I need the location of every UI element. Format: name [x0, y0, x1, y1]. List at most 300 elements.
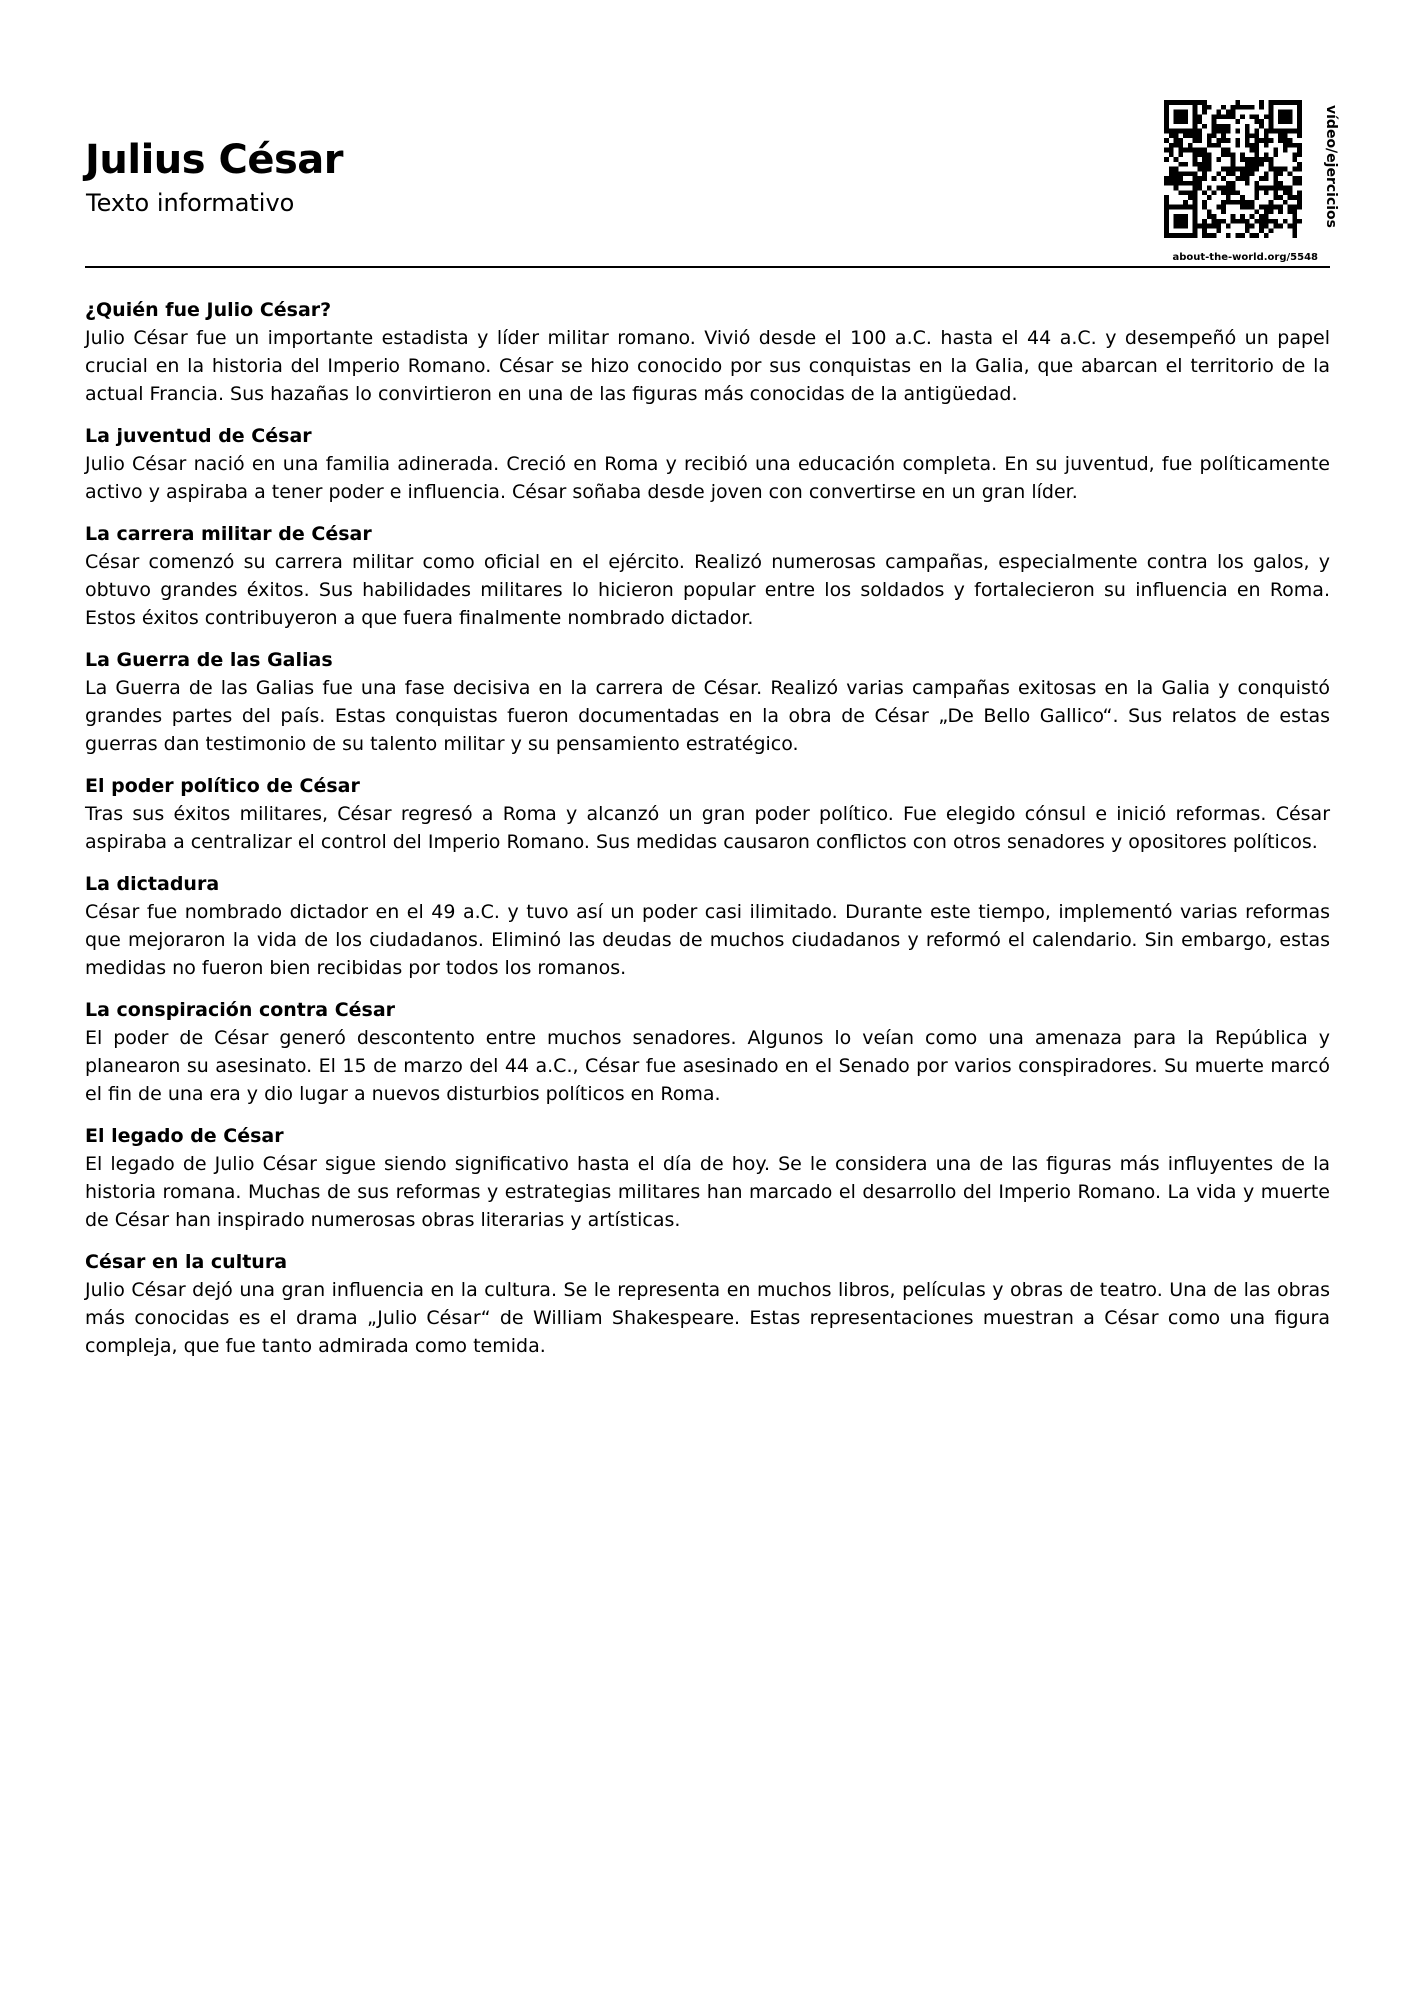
qr-module	[1193, 195, 1198, 200]
qr-module	[1292, 214, 1297, 219]
qr-module	[1178, 100, 1183, 105]
qr-module	[1278, 100, 1283, 105]
qr-module	[1259, 119, 1264, 124]
qr-module	[1269, 228, 1274, 233]
qr-module	[1288, 195, 1293, 200]
qr-module	[1197, 224, 1202, 229]
qr-module	[1202, 176, 1207, 181]
qr-module	[1221, 205, 1226, 210]
qr-module	[1278, 224, 1283, 229]
qr-module	[1183, 110, 1188, 115]
qr-module	[1207, 133, 1212, 138]
section-text: César comenzó su carrera militar como oficial en el ejército. Realizó numerosas campañas, especialmente contra los galos, y obtuvo grandes éxitos. Sus habilidades militares lo hicieron popular entre los soldados y fortalecieron su influencia en Roma. Estos éxitos contribuyeron a que fuera finalmente nombrado dictador.	[85, 551, 1330, 629]
qr-module	[1240, 214, 1245, 219]
qr-module	[1254, 162, 1259, 167]
qr-module	[1254, 181, 1259, 186]
qr-module	[1193, 186, 1198, 191]
qr-module	[1288, 186, 1293, 191]
section-heading: El poder político de César	[85, 775, 360, 797]
qr-module	[1174, 186, 1179, 191]
qr-module	[1178, 138, 1183, 143]
qr-module	[1178, 110, 1183, 115]
qr-module	[1235, 138, 1240, 143]
section-text: El poder de César generó descontento entre muchos senadores. Algunos lo veían como una amenaza para la República y planearon su asesinato. El 15 de marzo del 44 a.C., César fue asesinado en el Senado por varios conspiradores. Su muerte marcó el fin de una era y dio lugar a nuevos disturbios políticos en Roma.	[85, 1027, 1330, 1105]
qr-module	[1231, 171, 1236, 176]
qr-module	[1164, 105, 1169, 110]
qr-module	[1169, 100, 1174, 105]
qr-module	[1183, 133, 1188, 138]
qr-module	[1216, 157, 1221, 162]
qr-module	[1269, 110, 1274, 115]
qr-module	[1235, 143, 1240, 148]
qr-module	[1264, 143, 1269, 148]
qr-module	[1292, 167, 1297, 172]
qr-module	[1288, 110, 1293, 115]
qr-module	[1188, 143, 1193, 148]
qr-module	[1202, 205, 1207, 210]
qr-module	[1212, 176, 1217, 181]
qr-module	[1164, 138, 1169, 143]
qr-module	[1288, 114, 1293, 119]
qr-module	[1207, 233, 1212, 238]
qr-module	[1169, 133, 1174, 138]
qr-module	[1197, 114, 1202, 119]
qr-module	[1273, 186, 1278, 191]
qr-module	[1169, 152, 1174, 157]
qr-module	[1207, 209, 1212, 214]
qr-module	[1174, 205, 1179, 210]
qr-module	[1245, 124, 1250, 129]
qr-module	[1193, 148, 1198, 153]
qr-module	[1297, 195, 1302, 200]
qr-module	[1259, 100, 1264, 105]
qr-module	[1188, 100, 1193, 105]
qr-module	[1207, 157, 1212, 162]
qr-module	[1245, 224, 1250, 229]
section-heading: La carrera militar de César	[85, 523, 372, 545]
qr-module	[1235, 200, 1240, 205]
qr-module	[1164, 224, 1169, 229]
qr-module	[1240, 176, 1245, 181]
qr-module	[1283, 143, 1288, 148]
qr-module	[1202, 105, 1207, 110]
qr-module	[1174, 233, 1179, 238]
qr-module	[1202, 171, 1207, 176]
qr-module	[1202, 233, 1207, 238]
qr-module	[1264, 152, 1269, 157]
qr-module	[1231, 186, 1236, 191]
qr-module	[1193, 181, 1198, 186]
qr-module	[1240, 219, 1245, 224]
qr-module	[1197, 100, 1202, 105]
qr-module	[1231, 162, 1236, 167]
qr-module	[1297, 114, 1302, 119]
qr-module	[1297, 133, 1302, 138]
qr-module	[1259, 176, 1264, 181]
qr-module	[1297, 110, 1302, 115]
qr-module	[1292, 152, 1297, 157]
qr-module	[1292, 129, 1297, 134]
qr-module	[1273, 224, 1278, 229]
qr-module	[1226, 129, 1231, 134]
qr-module	[1250, 133, 1255, 138]
qr-module	[1269, 105, 1274, 110]
qr-module	[1226, 190, 1231, 195]
qr-module	[1240, 200, 1245, 205]
qr-module	[1245, 105, 1250, 110]
qr-module	[1269, 138, 1274, 143]
qr-module	[1288, 224, 1293, 229]
section-heading: La Guerra de las Galias	[85, 649, 333, 671]
qr-module	[1212, 119, 1217, 124]
qr-module	[1178, 143, 1183, 148]
qr-module	[1188, 233, 1193, 238]
qr-module	[1226, 152, 1231, 157]
qr-module	[1250, 214, 1255, 219]
qr-module	[1250, 114, 1255, 119]
qr-module	[1235, 219, 1240, 224]
qr-module	[1269, 162, 1274, 167]
qr-module	[1193, 176, 1198, 181]
qr-module	[1216, 143, 1221, 148]
page-title: Julius César	[85, 137, 344, 183]
qr-module	[1245, 181, 1250, 186]
qr-module	[1292, 195, 1297, 200]
qr-module	[1259, 124, 1264, 129]
qr-module	[1193, 105, 1198, 110]
qr-module	[1264, 219, 1269, 224]
qr-module	[1231, 219, 1236, 224]
section-culture	[85, 1248, 1330, 1360]
qr-module	[1183, 219, 1188, 224]
qr-module	[1193, 114, 1198, 119]
qr-module	[1178, 233, 1183, 238]
qr-module	[1278, 209, 1283, 214]
qr-module	[1174, 100, 1179, 105]
qr-module	[1254, 233, 1259, 238]
qr-module	[1193, 209, 1198, 214]
qr-module	[1273, 181, 1278, 186]
qr-module	[1221, 219, 1226, 224]
qr-module	[1169, 181, 1174, 186]
qr-module	[1288, 119, 1293, 124]
qr-module	[1297, 129, 1302, 134]
qr-module	[1221, 176, 1226, 181]
qr-module	[1278, 181, 1283, 186]
qr-module	[1193, 133, 1198, 138]
qr-module	[1193, 224, 1198, 229]
qr-module	[1216, 138, 1221, 143]
qr-module	[1240, 114, 1245, 119]
section-text: César fue nombrado dictador en el 49 a.C. y tuvo así un poder casi ilimitado. Durante este tiempo, implementó varias reformas que mejoraron la vida de los ciudadanos. Eliminó las deudas de muchos ciudadanos y reformó el calendario. Sin embargo, estas medidas no fueron bien recibidas por todos los romanos.	[85, 901, 1330, 979]
qr-module	[1216, 110, 1221, 115]
qr-module	[1226, 200, 1231, 205]
qr-module	[1292, 176, 1297, 181]
qr-module	[1245, 162, 1250, 167]
qr-module	[1216, 228, 1221, 233]
qr-module	[1250, 171, 1255, 176]
qr-module	[1254, 186, 1259, 191]
qr-module	[1197, 181, 1202, 186]
qr-module	[1197, 176, 1202, 181]
qr-module	[1212, 214, 1217, 219]
qr-module	[1259, 105, 1264, 110]
qr-module	[1174, 143, 1179, 148]
qr-module	[1235, 129, 1240, 134]
qr-module	[1288, 190, 1293, 195]
qr-module	[1288, 209, 1293, 214]
qr-module	[1278, 133, 1283, 138]
qr-module	[1297, 124, 1302, 129]
qr-module	[1259, 224, 1264, 229]
qr-module	[1193, 233, 1198, 238]
qr-module	[1292, 224, 1297, 229]
qr-code-icon[interactable]	[1164, 100, 1302, 238]
section-text: Julio César nació en una familia adinerada. Creció en Roma y recibió una educación completa. En su juventud, fue políticamente activo y aspiraba a tener poder e influencia. César soñaba desde joven con convertirse en un gran líder.	[85, 453, 1330, 503]
qr-module	[1193, 228, 1198, 233]
qr-module	[1202, 124, 1207, 129]
qr-module	[1297, 105, 1302, 110]
qr-module	[1245, 129, 1250, 134]
qr-module	[1259, 157, 1264, 162]
qr-module	[1212, 133, 1217, 138]
qr-module	[1174, 167, 1179, 172]
qr-module	[1235, 233, 1240, 238]
qr-module	[1292, 143, 1297, 148]
qr-module	[1264, 224, 1269, 229]
qr-module	[1216, 124, 1221, 129]
section-text: El legado de Julio César sigue siendo significativo hasta el día de hoy. Se le considera una de las figuras más influyentes de la historia romana. Muchas de sus reformas y estrategias militares han marcado el desarrollo del Imperio Romano. La vida y muerte de César han inspirado numerosas obras literarias y artísticas.	[85, 1153, 1330, 1231]
qr-module	[1212, 190, 1217, 195]
qr-module	[1297, 190, 1302, 195]
qr-module	[1178, 119, 1183, 124]
qr-module	[1178, 181, 1183, 186]
qr-module	[1269, 119, 1274, 124]
qr-module	[1240, 157, 1245, 162]
qr-module	[1226, 224, 1231, 229]
qr-module	[1226, 114, 1231, 119]
qr-module	[1193, 138, 1198, 143]
qr-module	[1264, 157, 1269, 162]
qr-module	[1283, 119, 1288, 124]
qr-module	[1297, 219, 1302, 224]
qr-module	[1283, 138, 1288, 143]
qr-module	[1216, 186, 1221, 191]
qr-module	[1216, 205, 1221, 210]
qr-module	[1231, 110, 1236, 115]
qr-module	[1264, 190, 1269, 195]
qr-module	[1164, 195, 1169, 200]
qr-module	[1221, 148, 1226, 153]
qr-module	[1169, 176, 1174, 181]
qr-module	[1283, 186, 1288, 191]
qr-module	[1216, 171, 1221, 176]
qr-module	[1259, 205, 1264, 210]
qr-module	[1226, 171, 1231, 176]
qr-module	[1197, 167, 1202, 172]
source-url[interactable]: about-the-world.org/5548	[1172, 252, 1318, 263]
qr-module	[1174, 129, 1179, 134]
qr-module	[1164, 110, 1169, 115]
qr-module	[1169, 129, 1174, 134]
qr-module	[1207, 224, 1212, 229]
qr-module	[1264, 214, 1269, 219]
qr-module	[1240, 152, 1245, 157]
qr-module	[1297, 143, 1302, 148]
section-text: Julio César dejó una gran influencia en la cultura. Se le representa en muchos libros, películas y obras de teatro. Una de las obras más conocidas es el drama „Julio César“ de William Shakespeare. Estas representaciones muestran a César como una figura compleja, que fue tanto admirada como temida.	[85, 1279, 1330, 1357]
qr-module	[1221, 129, 1226, 134]
qr-module	[1193, 100, 1198, 105]
qr-module	[1283, 110, 1288, 115]
qr-module	[1269, 114, 1274, 119]
qr-module	[1216, 114, 1221, 119]
qr-module	[1169, 233, 1174, 238]
qr-module	[1183, 162, 1188, 167]
qr-module	[1292, 219, 1297, 224]
qr-module	[1283, 167, 1288, 172]
qr-module	[1231, 114, 1236, 119]
qr-module	[1288, 205, 1293, 210]
qr-module	[1283, 219, 1288, 224]
qr-module	[1164, 181, 1169, 186]
qr-module	[1273, 129, 1278, 134]
section-legacy	[85, 1122, 1330, 1234]
qr-module	[1164, 124, 1169, 129]
qr-module	[1269, 124, 1274, 129]
qr-module	[1226, 138, 1231, 143]
qr-module	[1178, 176, 1183, 181]
qr-module	[1264, 186, 1269, 191]
qr-module	[1207, 162, 1212, 167]
qr-module	[1264, 133, 1269, 138]
qr-module	[1221, 200, 1226, 205]
qr-module	[1169, 143, 1174, 148]
qr-module	[1231, 167, 1236, 172]
section-heading: ¿Quién fue Julio César?	[85, 299, 332, 321]
qr-module	[1207, 167, 1212, 172]
qr-module	[1193, 190, 1198, 195]
qr-module	[1278, 129, 1283, 134]
qr-module	[1178, 205, 1183, 210]
qr-module	[1226, 186, 1231, 191]
qr-module	[1254, 133, 1259, 138]
qr-module	[1245, 138, 1250, 143]
qr-module	[1235, 100, 1240, 105]
qr-module	[1240, 171, 1245, 176]
qr-module	[1202, 100, 1207, 105]
qr-module	[1259, 228, 1264, 233]
qr-module	[1250, 200, 1255, 205]
section-conspiracy	[85, 996, 1330, 1108]
qr-module	[1178, 129, 1183, 134]
qr-module	[1212, 114, 1217, 119]
qr-module	[1226, 195, 1231, 200]
qr-module	[1178, 224, 1183, 229]
qr-module	[1250, 143, 1255, 148]
qr-module	[1164, 200, 1169, 205]
qr-module	[1221, 167, 1226, 172]
qr-module	[1231, 105, 1236, 110]
qr-module	[1259, 186, 1264, 191]
qr-module	[1292, 100, 1297, 105]
qr-module	[1264, 176, 1269, 181]
qr-module	[1197, 138, 1202, 143]
qr-module	[1297, 176, 1302, 181]
qr-module	[1254, 143, 1259, 148]
section-text: Tras sus éxitos militares, César regresó a Roma y alcanzó un gran poder político. Fue elegido cónsul e inició reformas. César aspiraba a centralizar el control del Imperio Romano. Sus medidas causaron conflictos con otros senadores y opositores políticos.	[85, 803, 1330, 853]
qr-module	[1292, 157, 1297, 162]
qr-module	[1288, 143, 1293, 148]
qr-module	[1183, 205, 1188, 210]
qr-module	[1183, 129, 1188, 134]
qr-module	[1273, 100, 1278, 105]
qr-module	[1202, 219, 1207, 224]
qr-module	[1164, 114, 1169, 119]
qr-module	[1207, 138, 1212, 143]
header-divider	[85, 266, 1330, 268]
qr-module	[1292, 228, 1297, 233]
section-heading: La juventud de César	[85, 425, 312, 447]
qr-module	[1297, 119, 1302, 124]
qr-module	[1174, 133, 1179, 138]
qr-module	[1212, 124, 1217, 129]
qr-module	[1216, 219, 1221, 224]
qr-module	[1164, 228, 1169, 233]
qr-module	[1245, 219, 1250, 224]
qr-module	[1259, 162, 1264, 167]
qr-module	[1235, 176, 1240, 181]
qr-module	[1250, 162, 1255, 167]
qr-module	[1250, 157, 1255, 162]
page-subtitle: Texto informativo	[86, 189, 295, 217]
qr-module	[1235, 105, 1240, 110]
qr-module	[1178, 214, 1183, 219]
qr-module	[1278, 186, 1283, 191]
qr-module	[1183, 224, 1188, 229]
qr-module	[1169, 205, 1174, 210]
qr-module	[1254, 157, 1259, 162]
qr-module	[1183, 190, 1188, 195]
qr-module	[1178, 171, 1183, 176]
qr-module	[1207, 152, 1212, 157]
qr-module	[1212, 219, 1217, 224]
section-heading: La conspiración contra César	[85, 999, 396, 1021]
qr-module	[1169, 171, 1174, 176]
qr-module	[1259, 214, 1264, 219]
section-youth	[85, 422, 1330, 506]
qr-module	[1264, 171, 1269, 176]
qr-module	[1202, 152, 1207, 157]
qr-module	[1254, 195, 1259, 200]
qr-module	[1250, 148, 1255, 153]
qr-module	[1202, 110, 1207, 115]
qr-module	[1212, 143, 1217, 148]
qr-module	[1178, 148, 1183, 153]
qr-module	[1283, 133, 1288, 138]
qr-module	[1174, 176, 1179, 181]
qr-module	[1254, 190, 1259, 195]
qr-module	[1183, 181, 1188, 186]
qr-module	[1164, 176, 1169, 181]
qr-module	[1164, 233, 1169, 238]
qr-module	[1245, 205, 1250, 210]
qr-module	[1221, 186, 1226, 191]
qr-module	[1169, 148, 1174, 153]
qr-module	[1178, 152, 1183, 157]
qr-module	[1197, 129, 1202, 134]
qr-module	[1264, 114, 1269, 119]
qr-module	[1212, 224, 1217, 229]
